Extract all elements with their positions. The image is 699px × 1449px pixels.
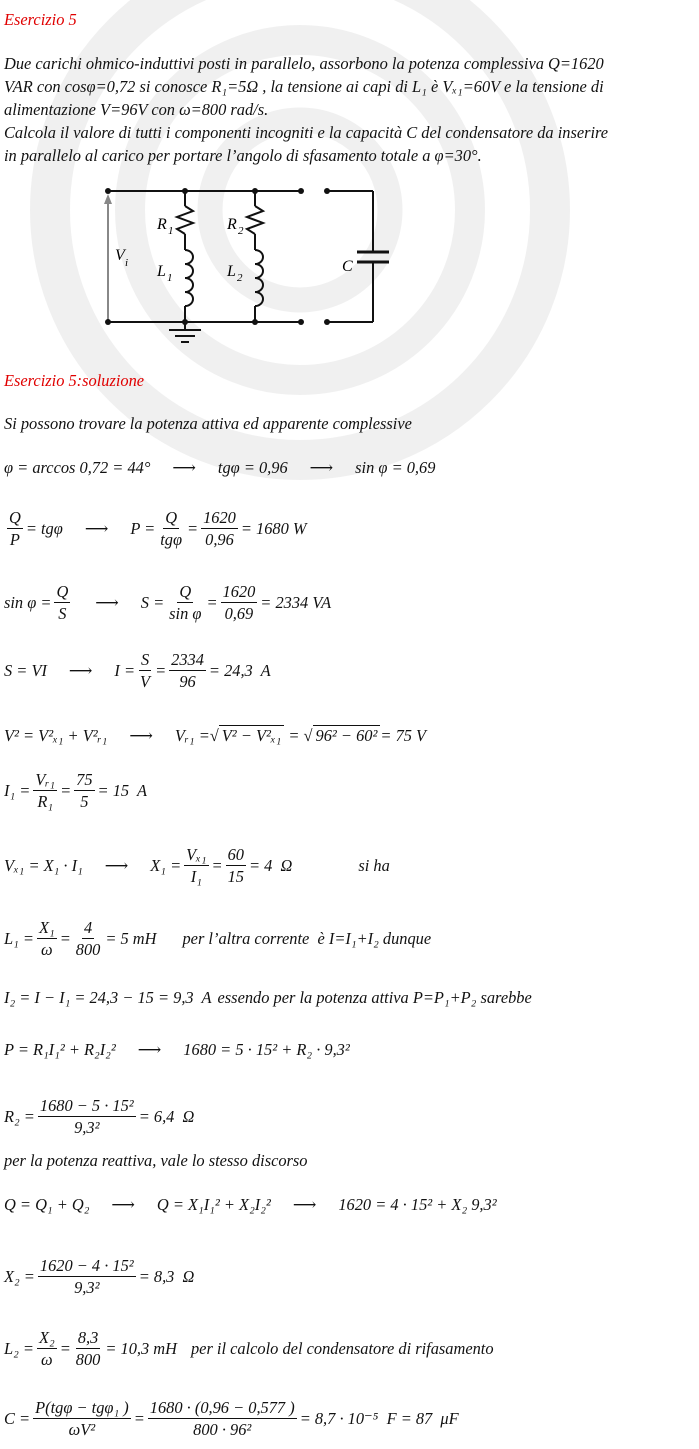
l1-sub: 1 xyxy=(167,272,173,284)
equation-l1: L₁ = $\frac{\text{X₁}}{\omega}$ = $\frac{4}{800}$ = 5 mH per l’altra corrente è I=I₁+I₂ dunque xyxy=(4,918,432,959)
equation-q-total: Q = Q₁ + Q₂ ⟶ Q = X₁I₁² + X₂I₂² ⟶ 1620 = 4 · 15² + X₂ 9,3² xyxy=(4,1195,497,1214)
equation-r2: R₂ = $\frac{\text{1680 − 5 · 15²}}{\text{9,3²}}$ = 6,4 Ω xyxy=(4,1096,195,1137)
r2-label: R xyxy=(227,216,237,233)
l2-sub: 2 xyxy=(237,272,243,284)
solution-title: Esercizio 5:soluzione xyxy=(4,371,145,390)
problem-line: Calcola il valore di tutti i componenti incogniti e la capacità C del condensatore da inserire xyxy=(4,123,609,142)
equation-active-power: $\frac{Q}{P}$ = tgφ ⟶ P = $\frac{Q}{\text{tgφ}}$ = $\frac{1620}{0,96}$ = 1680 W xyxy=(9,508,307,549)
c-label: C xyxy=(342,258,353,275)
problem-line: Due carichi ohmico-induttivi posti in parallelo, assorbono la potenza complessiva Q=1620 xyxy=(4,54,604,73)
equation-apparent-power: sin φ = $\frac{Q}{S}$ ⟶ S = $\frac{Q}{\text{sin φ}}$ = $\frac{1620}{0,69}$ = 2334 VA xyxy=(4,582,332,623)
r1-label: R xyxy=(157,216,167,233)
l2-label: L xyxy=(227,263,236,280)
equation-x2: X₂ = $\frac{\text{1620 − 4 · 15²}}{\text{9,3²}}$ = 8,3 Ω xyxy=(4,1256,195,1297)
equation-capacitor: C = $\frac{\text{P(tgφ − tgφ₁ )}}{\text{ωV²}}$ = $\frac{1680 \cdot (0,96 - 0,577 )}{\text{800 · 96²}}$ = 8,7 · 10⁻⁵ F = 87 μF xyxy=(4,1398,459,1439)
equation-vr1: V² = V²ₓ₁ + V²ᵣ₁ ⟶ Vᵣ₁ = √ V² − V²ₓ₁ = √ 96² − 60² = 75 V xyxy=(4,725,427,745)
equation-phi: φ = arccos 0,72 = 44° ⟶ tgφ = 0,96 ⟶ sin φ = 0,69 xyxy=(4,458,436,477)
problem-line: in parallelo al carico per portare l’angolo di sfasamento totale a φ=30°. xyxy=(4,146,482,165)
problem-line: alimentazione V=96V con ω=800 rad/s. xyxy=(4,100,269,119)
equation-current: S = VI ⟶ I = $\frac{S}{V}$ = $\frac{2334}{96}$ = 24,3 A xyxy=(4,650,271,691)
problem-line: VAR con cosφ=0,72 si conosce R₁=5Ω , la tensione ai capi di L₁ è Vₓ₁=60V e la tensione di xyxy=(4,77,604,96)
problem-statement xyxy=(4,52,694,167)
exercise-title: Esercizio 5 xyxy=(4,10,77,29)
equation-i2: I₂ = I − I₁ = 24,3 − 15 = 9,3 A essendo per la potenza attiva P=P₁+P₂ sarebbe xyxy=(4,988,532,1007)
equation-p-total: P = R₁I₁² + R₂I₂² ⟶ 1680 = 5 · 15² + R₂ · 9,3² xyxy=(4,1040,350,1059)
equation-x1: Vₓ₁ = X₁ · I₁ ⟶ X₁ = $\frac{\text{Vₓ₁}}{\text{I₁}}$ = $\frac{60}{15}$ = 4 Ω si ha xyxy=(4,845,390,886)
vi-label: V xyxy=(115,247,125,264)
intro-text: Si possono trovare la potenza attiva ed apparente complessive xyxy=(4,414,412,433)
equation-l2: L₂ = $\frac{\text{X₂}}{\omega}$ = $\frac{8,3}{800}$ = 10,3 mH per il calcolo del condensatore di rifasamento xyxy=(4,1328,494,1369)
vi-sub: i xyxy=(125,257,129,269)
r2-sub: 2 xyxy=(238,225,244,237)
equation-i1: I₁ = $\frac{\text{Vᵣ₁}}{\text{R₁}}$ = $\frac{75}{5}$ = 15 A xyxy=(4,770,147,811)
reactive-note: per la potenza reattiva, vale lo stesso discorso xyxy=(4,1151,308,1170)
l1-label: L xyxy=(157,263,166,280)
r1-sub: 1 xyxy=(168,225,174,237)
circuit-diagram xyxy=(95,180,405,350)
